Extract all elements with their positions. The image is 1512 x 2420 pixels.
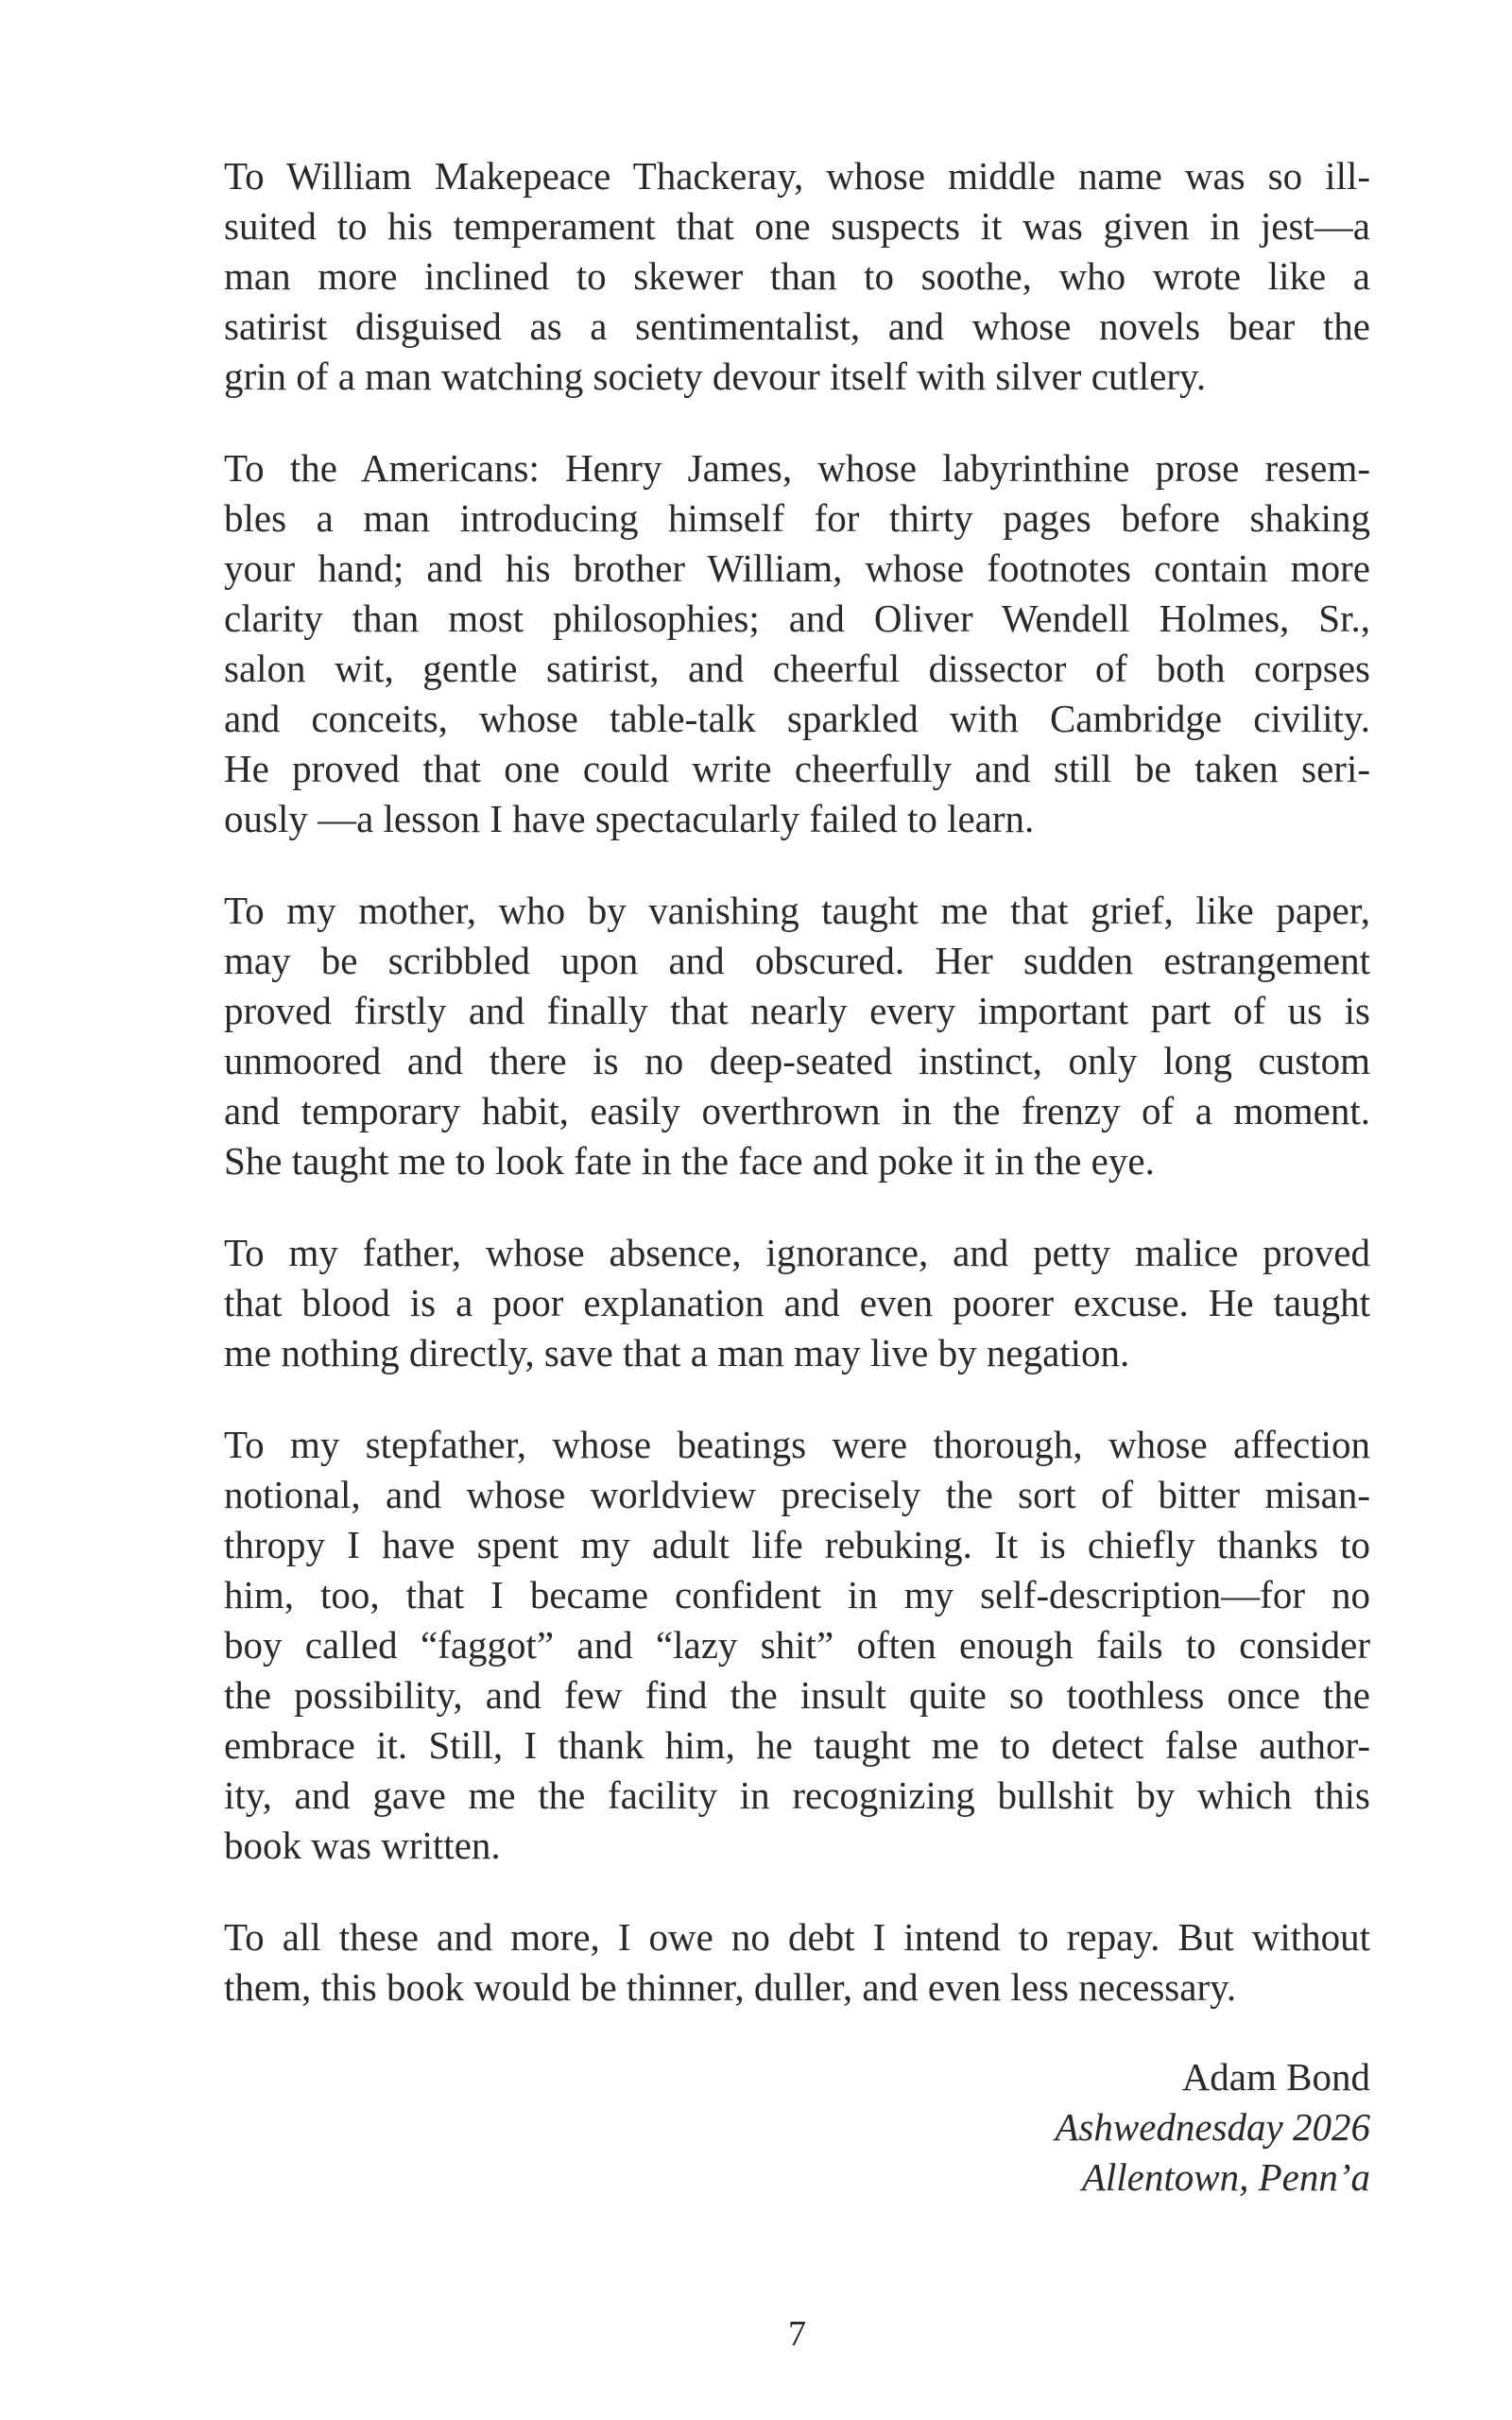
signature-date: Ashwednesday 2026 xyxy=(1055,2105,1370,2149)
text-line: may be scribbled upon and obscured. Her sudden estrangement xyxy=(224,939,1370,982)
text-line: unmoored and there is no deep-seated instinct, only long custom xyxy=(224,1039,1370,1082)
text-line: book was written. xyxy=(224,1824,501,1867)
text-line: To my stepfather, whose beatings were thorough, whose affection xyxy=(224,1423,1370,1466)
text-line: grin of a man watching society devour itself with silver cutlery. xyxy=(224,354,1207,398)
text-line: clarity than most philosophies; and Oliver Wendell Holmes, Sr., xyxy=(224,596,1370,640)
text-line: and temporary habit, easily overthrown in the frenzy of a moment. xyxy=(224,1089,1370,1132)
text-line: To my father, whose absence, ignorance, and petty malice proved xyxy=(224,1231,1370,1274)
text-line: satirist disguised as a sentimentalist, and whose novels bear the xyxy=(224,304,1370,348)
text-line: them, this book would be thinner, duller, and even less necessary. xyxy=(224,1965,1237,2009)
text-line: him, too, that I became confident in my self-description—for no xyxy=(224,1573,1370,1616)
text-line: suited to his temperament that one suspects it was given in jest—a xyxy=(224,204,1370,248)
dedication-paragraph xyxy=(224,443,1370,844)
text-line: boy called “faggot” and “lazy shit” often enough fails to consider xyxy=(224,1623,1370,1667)
text-line: To the Americans: Henry James, whose labyrinthine prose resem- xyxy=(224,446,1370,490)
text-line: ously —a lesson I have spectacularly failed to learn. xyxy=(224,797,1035,840)
text-line: that blood is a poor explanation and even poorer excuse. He taught xyxy=(224,1281,1370,1324)
text-line: ity, and gave me the facility in recognizing bullshit by which this xyxy=(224,1773,1370,1817)
signature-place: Allentown, Penn’a xyxy=(1081,2155,1370,2199)
text-line: man more inclined to skewer than to soothe, who wrote like a xyxy=(224,254,1370,298)
text-line: She taught me to look fate in the face and poke it in the eye. xyxy=(224,1139,1155,1183)
text-line: thropy I have spent my adult life rebuking. It is chiefly thanks to xyxy=(224,1523,1370,1566)
text-line: me nothing directly, save that a man may live by negation. xyxy=(224,1331,1130,1374)
text-line: bles a man introducing himself for thirty pages before shaking xyxy=(224,496,1370,540)
dedication-paragraph xyxy=(224,151,1370,402)
text-line: your hand; and his brother William, whose footnotes contain more xyxy=(224,546,1370,590)
text-line: He proved that one could write cheerfully and still be taken seri- xyxy=(224,747,1370,790)
text-line: the possibility, and few find the insult quite so toothless once the xyxy=(224,1673,1370,1717)
text-line: To William Makepeace Thackeray, whose middle name was so ill- xyxy=(224,154,1370,198)
signature-name: Adam Bond xyxy=(1181,2055,1370,2099)
dedication-paragraph xyxy=(224,886,1370,1186)
text-line: To my mother, who by vanishing taught me that grief, like paper, xyxy=(224,889,1370,932)
page-number: 7 xyxy=(788,2314,806,2354)
dedication-text-block xyxy=(224,151,1370,2203)
dedication-paragraph xyxy=(224,1228,1370,1378)
dedication-paragraph xyxy=(224,1420,1370,1871)
dedication-paragraphs xyxy=(224,151,1370,2013)
text-line: proved firstly and finally that nearly every important part of us is xyxy=(224,989,1370,1032)
text-line: embrace it. Still, I thank him, he taught me to detect false author- xyxy=(224,1723,1370,1767)
signature-block xyxy=(224,2052,1370,2203)
text-line: salon wit, gentle satirist, and cheerful dissector of both corpses xyxy=(224,647,1370,690)
dedication-paragraph xyxy=(224,1912,1370,2013)
text-line: To all these and more, I owe no debt I intend to repay. But without xyxy=(224,1915,1370,1959)
text-line: and conceits, whose table-talk sparkled with Cambridge civility. xyxy=(224,697,1370,740)
text-line: notional, and whose worldview precisely the sort of bitter misan- xyxy=(224,1473,1370,1516)
